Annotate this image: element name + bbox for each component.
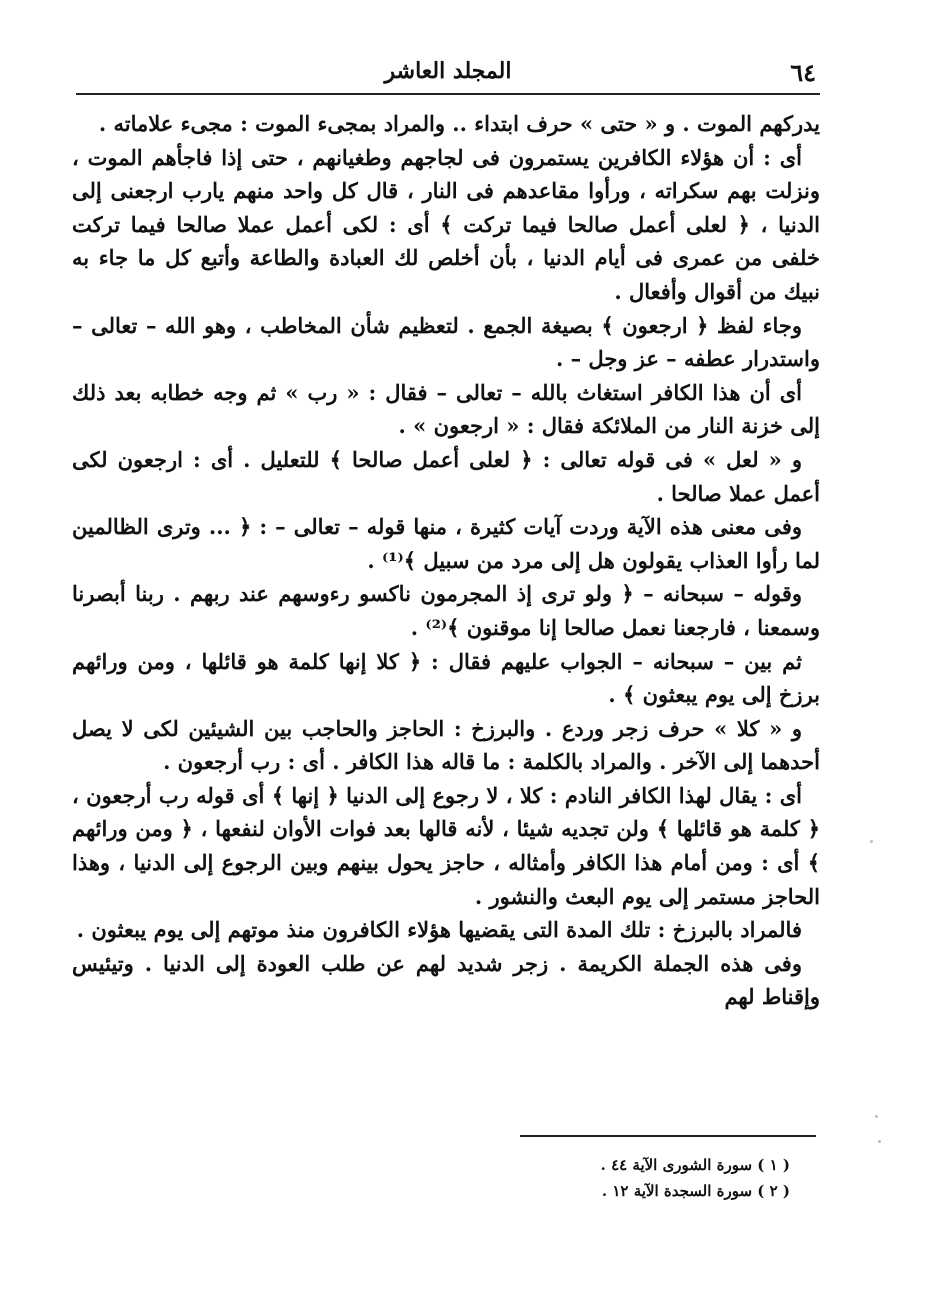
paragraph: و « لعل » فى قوله تعالى : ﴿ لعلى أعمل صالحا ﴾ للتعليل . أى : ارجعون لكى أعمل عملا صالحا .: [72, 446, 820, 506]
footnote: ( ١ ) سورة الشورى الآية ٤٤ .: [600, 1156, 790, 1174]
paragraph: وقوله – سبحانه – ﴿ ولو ترى إذ المجرمون ناكسو رءوسهم عند ربهم . ربنا أبصرنا وسمعنا ، فارجعنا نعمل صالحا إنا موقنون ﴾⁽²⁾ .: [72, 581, 820, 640]
page-number: ٦٤: [790, 58, 816, 87]
paragraph: يدركهم الموت . و « حتى » حرف ابتداء .. والمراد بمجىء الموت : مجىء علاماته .: [98, 111, 820, 136]
paragraph: أى : أن هؤلاء الكافرين يستمرون فى لجاجهم وطغيانهم ، حتى إذا فاجأهم الموت ، ونزلت بهم سكراته ، ورأوا مقاعدهم فى النار ، قال كل واحد منهم يارب ارجعنى إلى الدنيا ، ﴿ لعلى أعمل صالحا فيما تركت ﴾ أى : لكى أعمل عملا صالحا فيما تركت خلفى من عمرى فى أيام الدنيا ، بأن أخلص لك العبادة والطاعة وأتبع كل ما جاء به نبيك من أقوال وأفعال .: [72, 144, 820, 304]
header-divider: [76, 93, 820, 95]
scan-speck: [870, 840, 873, 843]
paragraph: أى أن هذا الكافر استغاث بالله – تعالى – فقال : « رب » ثم وجه خطابه بعد ذلك إلى خزنة النار من الملائكة فقال : « ارجعون » .: [72, 379, 820, 439]
scan-speck: [878, 1140, 881, 1143]
body-text: [72, 107, 820, 1014]
paragraph: وفى معنى هذه الآية وردت آيات كثيرة ، منها قوله – تعالى – : ﴿ ... وترى الظالمين لما رأوا العذاب يقولون هل إلى مرد من سبيل ﴾⁽¹⁾ .: [72, 514, 820, 573]
paragraph: أى : يقال لهذا الكافر النادم : كلا ، لا رجوع إلى الدنيا ﴿ إنها ﴾ أى قوله رب أرجعون ، ﴿ كلمة هو قائلها ﴾ ولن تجديه شيئا ، لأنه قالها بعد فوات الأوان لنفعها ، ﴿ ومن ورائهم ﴾ أى : ومن أمام هذا الكافر وأمثاله ، حاجز يحول بينهم وبين الرجوع إلى الدنيا ، وهذا الحاجز مستمر إلى يوم البعث والنشور .: [72, 782, 820, 909]
paragraph: و « كلا » حرف زجر وردع . والبرزخ : الحاجز والحاجب بين الشيئين لكى لا يصل أحدهما إلى الآخر . والمراد بالكلمة : ما قاله هذا الكافر . أى : رب أرجعون .: [72, 715, 820, 775]
paragraph: وفى هذه الجملة الكريمة . زجر شديد لهم عن طلب العودة إلى الدنيا . وتيئيس وإقناط لهم: [72, 950, 820, 1010]
paragraph: وجاء لفظ ﴿ ارجعون ﴾ بصيغة الجمع . لتعظيم شأن المخاطب ، وهو الله – تعالى – واستدرار عطفه – عز وجل – .: [72, 312, 820, 372]
page-header: [76, 52, 820, 92]
footnote-divider: [520, 1135, 816, 1137]
footnote: ( ٢ ) سورة السجدة الآية ١٢ .: [601, 1182, 790, 1200]
paragraph: ثم بين – سبحانه – الجواب عليهم فقال : ﴿ كلا إنها كلمة هو قائلها ، ومن ورائهم برزخ إلى يوم يبعثون ﴾ .: [72, 648, 820, 708]
volume-title: المجلد العاشر: [384, 58, 512, 84]
footnotes: [76, 1152, 790, 1204]
paragraph: فالمراد بالبرزخ : تلك المدة التى يقضيها هؤلاء الكافرون منذ موتهم إلى يوم يبعثون .: [76, 917, 802, 943]
scan-speck: [875, 1115, 878, 1118]
